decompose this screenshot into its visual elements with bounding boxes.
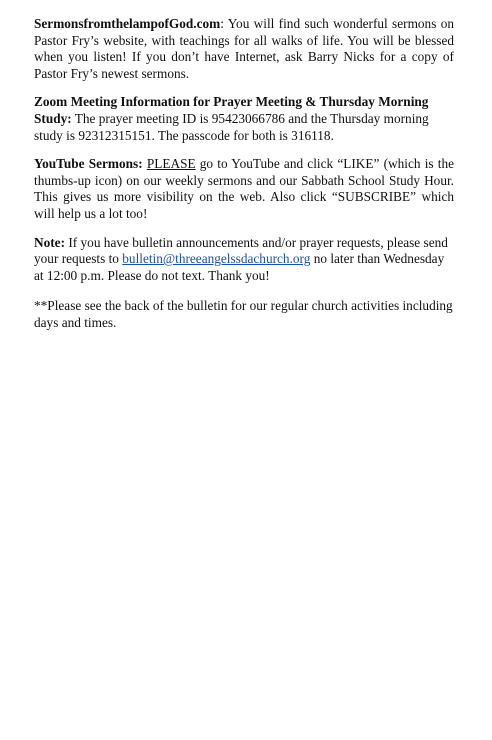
- activities-paragraph: **Please see the back of the bulletin for our regular church activities including days and times.: [34, 298, 453, 330]
- sermons-colon: :: [220, 16, 224, 31]
- note-heading: Note:: [34, 234, 66, 250]
- sermons-paragraph: [34, 16, 454, 82]
- youtube-paragraph: [34, 156, 454, 222]
- zoom-colon: :: [67, 110, 72, 126]
- note-paragraph: [34, 235, 454, 285]
- youtube-body: go to YouTube and click “LIKE” (which is the thumbs-up icon) on our weekly sermons and our Sabbath School Study Hour. This gives us more visibility on the web. Also click “SUBSCRIBE” which will help us a lot too!: [34, 156, 455, 221]
- bulletin-page: [34, 16, 454, 344]
- note-body-after: no later than Wednesday at 12:00 p.m. Please do not text. Thank you!: [34, 251, 445, 283]
- zoom-paragraph: [34, 94, 454, 144]
- bulletin-email-link[interactable]: bulletin@threeangelssdachurch.org: [122, 251, 311, 267]
- zoom-heading: Zoom Meeting Information for Prayer Meeting & Thursday Morning Study: [34, 94, 429, 126]
- youtube-emphasis: PLEASE: [146, 156, 196, 172]
- zoom-body: The prayer meeting ID is 95423066786 and the Thursday morning study is 92312315151. The passcode for both is 316118.: [34, 110, 429, 143]
- note-body-before: If you have bulletin announcements and/or prayer requests, please send your requests to: [34, 234, 448, 267]
- sermons-site-name: SermonsfromthelampofGod.com: [34, 16, 221, 31]
- youtube-heading: YouTube Sermons:: [34, 156, 143, 172]
- sermons-body: You will find such wonderful sermons on Pastor Fry’s website, with teachings for all walks of life. You will be blessed when you listen! If you don’t have Internet, ask Barry Nicks for a copy of Pastor Fry’s newest sermons.: [34, 16, 454, 81]
